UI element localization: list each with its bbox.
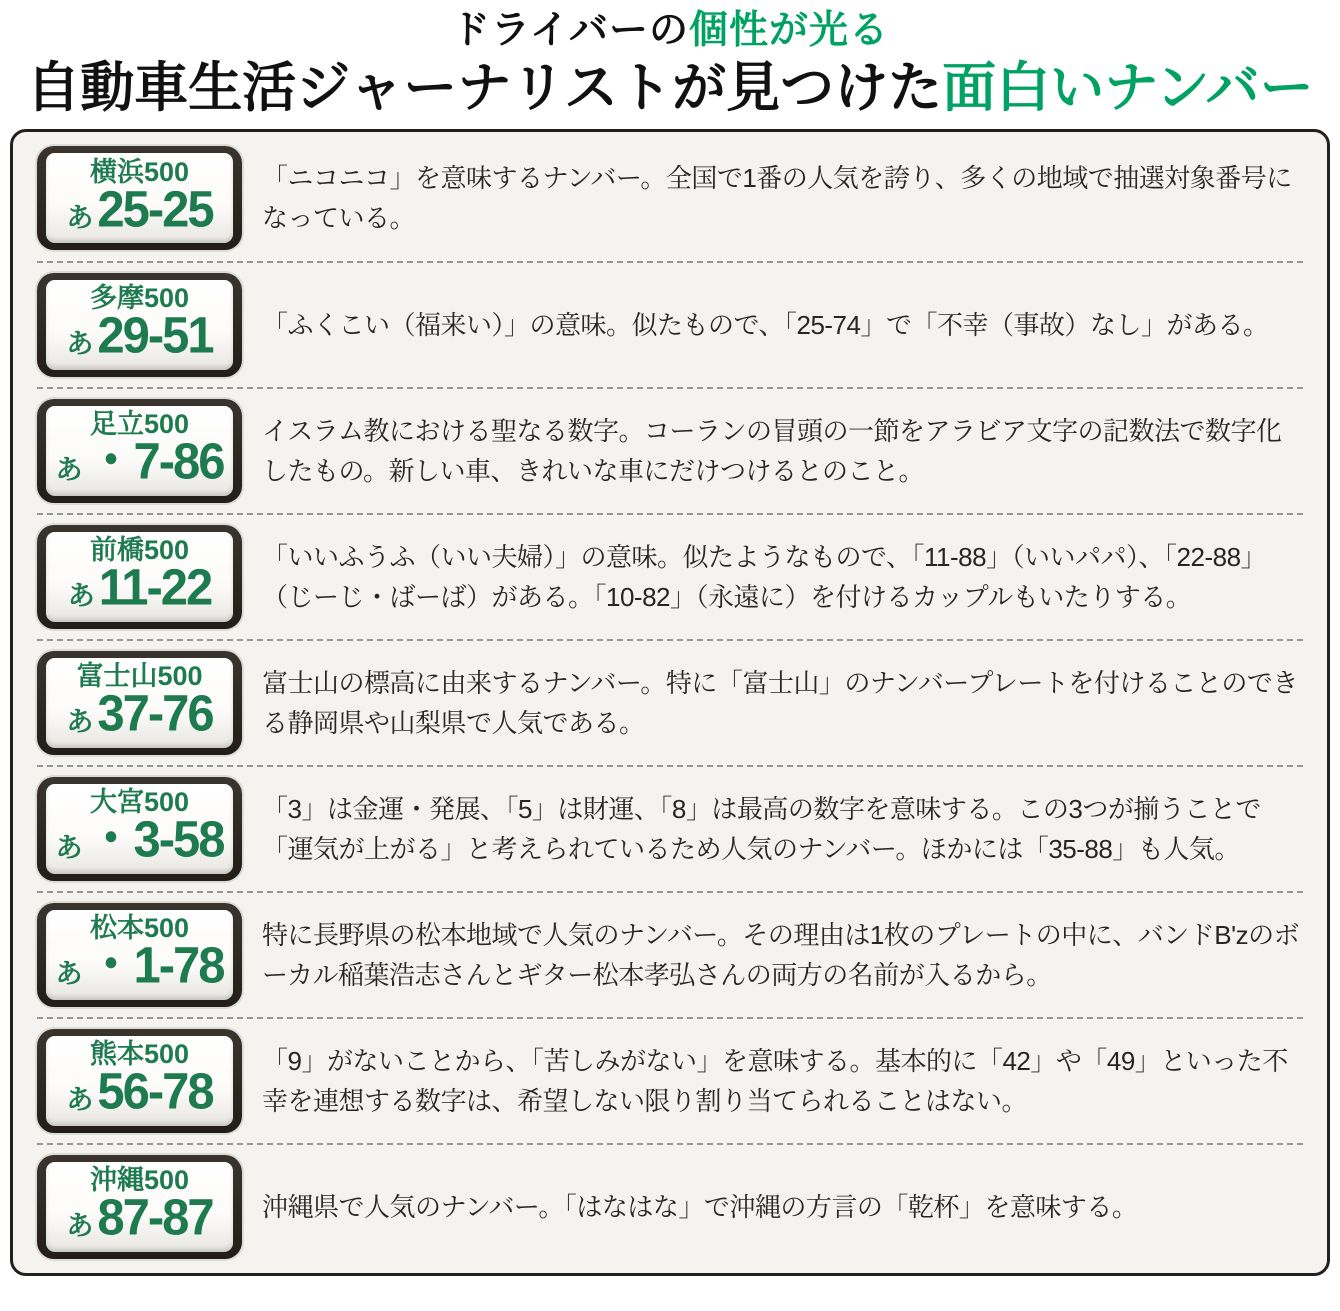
- title-line-2: [0, 57, 1340, 119]
- title-line1-green: 個性が光る: [689, 9, 890, 52]
- license-plate: [37, 651, 242, 755]
- plate-number-line: [54, 685, 225, 743]
- license-plate-face: [46, 532, 233, 622]
- plate-region: 沖縄500: [89, 1165, 190, 1196]
- plate-kana: あ: [66, 1085, 94, 1116]
- number-list: [37, 136, 1303, 1269]
- plate-kana: あ: [66, 202, 94, 233]
- license-plate-face: [46, 153, 233, 243]
- plate-number: 25-25: [97, 181, 213, 238]
- plate-number-line: [54, 433, 225, 491]
- license-plate: [37, 273, 242, 377]
- plate-number-line: [54, 1063, 225, 1121]
- plate-number: ・3-58: [86, 811, 224, 869]
- license-plate: [37, 1029, 242, 1133]
- license-plate-face: [46, 784, 233, 874]
- title-line-1: [0, 8, 1340, 55]
- plate-kana: あ: [55, 455, 83, 486]
- plate-number: 37-76: [97, 685, 213, 743]
- plate-description: 特に長野県の松本地域で人気のナンバー。その理由は1枚のプレートの中に、バンドB'zのボーカル稲葉浩志さんとギター松本孝弘さんの両方の名前が入るから。: [262, 919, 1300, 990]
- plate-number-line: [54, 307, 225, 365]
- list-item: [37, 765, 1303, 891]
- page-title: [0, 0, 1340, 119]
- plate-region: 横浜500: [89, 156, 190, 187]
- plate-kana: あ: [55, 833, 83, 864]
- plate-number: 87-87: [97, 1189, 213, 1247]
- license-plate-face: [46, 1036, 233, 1126]
- list-item: [37, 136, 1303, 261]
- plate-region: 熊本500: [89, 1039, 190, 1070]
- plate-region: 足立500: [89, 409, 190, 440]
- list-item: [37, 639, 1303, 765]
- plate-description: 「9」がないことから、「苦しみがない」を意味する。基本的に「42」や「49」といった不幸を連想する数字は、希望しない限り割り当てられることはない。: [262, 1045, 1288, 1116]
- plate-description: 「いいふうふ（いい夫婦）」の意味。似たようなもので、「11-88」（いいパパ）、「22-88」（じーじ・ばーば）がある。「10-82」（永遠に）を付けるカップルもいたりする。: [262, 541, 1267, 612]
- plate-number-line: [54, 559, 225, 617]
- plate-description: 「ニコニコ」を意味するナンバー。全国で1番の人気を誇り、多くの地域で抽選対象番号になっている。: [262, 163, 1292, 234]
- plate-number-line: [54, 937, 225, 995]
- title-line2-green: 面白いナンバー: [942, 57, 1314, 118]
- list-item: [37, 513, 1303, 639]
- list-item: [37, 1143, 1303, 1269]
- plate-number: ・7-86: [86, 433, 224, 491]
- plate-kana: あ: [67, 581, 95, 612]
- plate-description: イスラム教における聖なる数字。コーランの冒頭の一節をアラビア文字の記数法で数字化したもの。新しい車、きれいな車にだけつけるとのこと。: [262, 415, 1282, 486]
- plate-description: 富士山の標高に由来するナンバー。特に「富士山」のナンバープレートを付けることのできる静岡県や山梨県で人気である。: [262, 667, 1298, 738]
- number-list-panel: [10, 129, 1330, 1276]
- title-line2-black: 自動車生活ジャーナリストが見つけた: [26, 57, 943, 118]
- plate-number-line: [54, 1189, 225, 1247]
- title-line1-black: ドライバーの: [450, 9, 690, 52]
- plate-number: 56-78: [97, 1063, 213, 1121]
- list-item: [37, 891, 1303, 1017]
- license-plate: [37, 525, 242, 629]
- plate-description: 「3」は金運・発展、「5」は財運、「8」は最高の数字を意味する。この3つが揃うことで「運気が上がる」と考えられているため人気のナンバー。ほかには「35-88」も人気。: [262, 793, 1261, 864]
- plate-kana: あ: [66, 707, 94, 738]
- list-item: [37, 1017, 1303, 1143]
- license-plate-face: [46, 406, 233, 496]
- list-item: [37, 387, 1303, 513]
- plate-kana: あ: [66, 1211, 94, 1242]
- plate-region: 多摩500: [89, 283, 190, 314]
- plate-description: 「ふくこい（福来い）」の意味。似たもので、「25-74」で「不幸（事故）なし」がある。: [262, 309, 1269, 340]
- plate-description: 沖縄県で人気のナンバー。「はなはな」で沖縄の方言の「乾杯」を意味する。: [262, 1191, 1138, 1222]
- list-item: [37, 261, 1303, 387]
- license-plate-face: [46, 658, 233, 748]
- license-plate: [37, 903, 242, 1007]
- plate-number: 29-51: [97, 307, 213, 365]
- license-plate: [37, 1155, 242, 1259]
- license-plate: [37, 777, 242, 881]
- plate-region: 前橋500: [89, 535, 190, 566]
- plate-kana: あ: [66, 329, 94, 360]
- plate-region: 松本500: [89, 913, 190, 944]
- plate-number-line: [54, 811, 225, 869]
- license-plate-face: [46, 280, 233, 370]
- plate-number-line: [54, 181, 225, 238]
- plate-region: 大宮500: [89, 787, 190, 818]
- plate-number: ・1-78: [86, 937, 224, 995]
- license-plate-face: [46, 910, 233, 1000]
- plate-kana: あ: [55, 959, 83, 990]
- plate-number: 11-22: [98, 559, 212, 617]
- license-plate: [37, 399, 242, 503]
- license-plate: [37, 146, 242, 250]
- plate-region: 富士山500: [76, 661, 203, 692]
- license-plate-face: [46, 1162, 233, 1252]
